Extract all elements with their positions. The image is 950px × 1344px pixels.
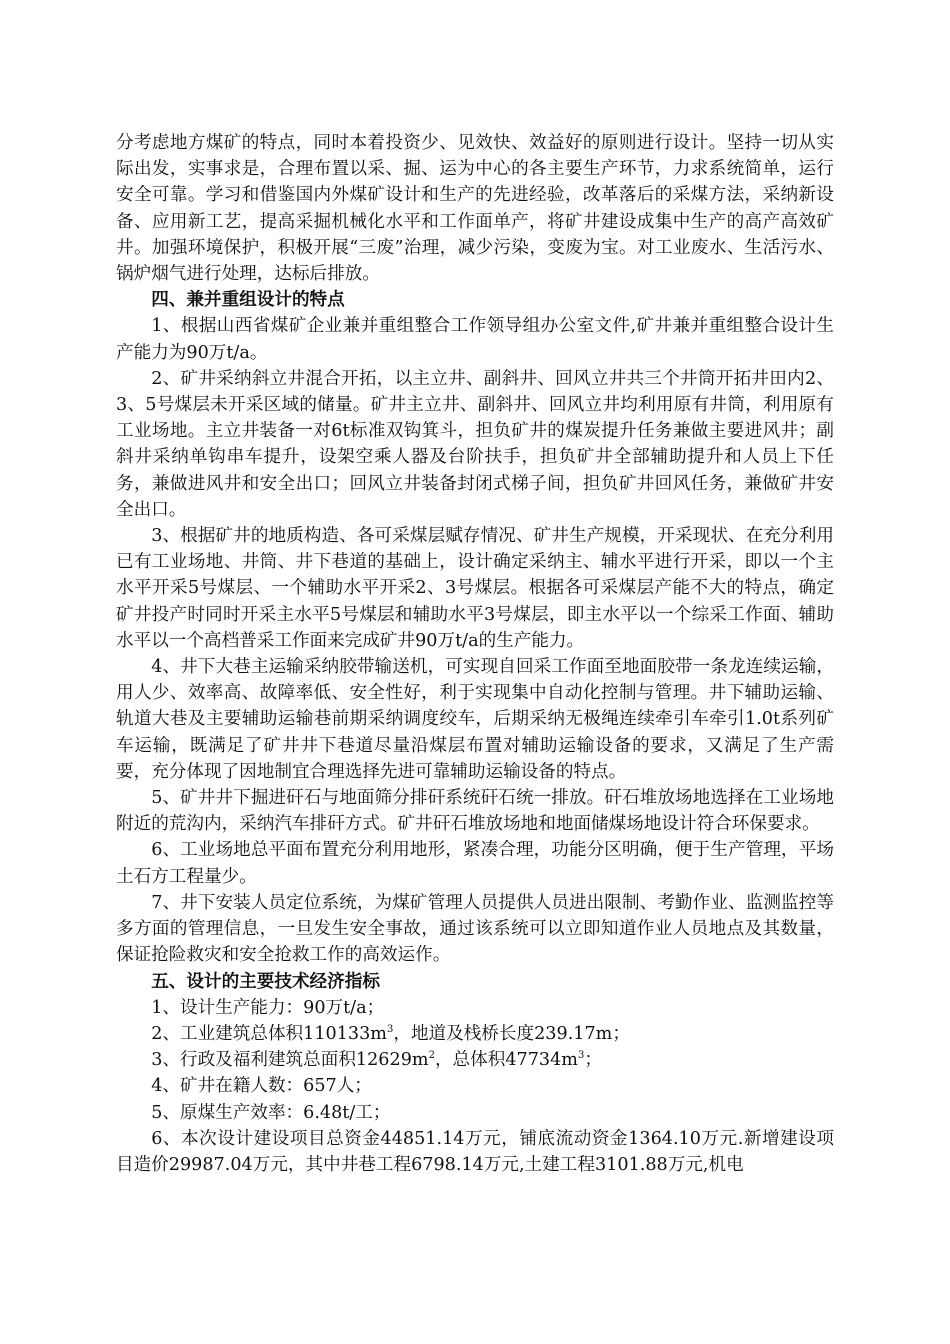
superscript-unit: 3	[577, 1050, 585, 1062]
indicator-production-capacity: 1、设计生产能力：90万t/a；	[151, 997, 385, 1018]
superscript-unit: 2	[428, 1050, 435, 1062]
section-heading-5: 五、设计的主要技术经济指标	[151, 970, 380, 992]
section-4-item-6: 6、工业场地总平面布置充分利用地形，紧凑合理，功能分区明确，便于生产管理，平场土石方工程量少。	[116, 840, 834, 887]
indicator-coal-efficiency: 5、原煤生产效率：6.48t/工；	[151, 1102, 391, 1123]
indicator-total-investment: 6、本次设计建设项目总资金44851.14万元，铺底流动资金1364.10万元.新增建设项目造价29987.04万元，其中井巷工程6798.14万元,土建工程3101.88万元,机电	[116, 1128, 834, 1175]
indicator-text: 2、工业建筑总体积110133m	[151, 1023, 387, 1044]
intro-paragraph: 分考虑地方煤矿的特点，同时本着投资少、见效快、效益好的原则进行设计。坚持一切从实际出发，实事求是，合理布置以采、掘、运为中心的各主要生产环节，力求系统简单，运行安全可靠。学习和借鉴国内外煤矿设计和生产的先进经验，改革落后的采煤方法，采纳新设备、应用新工艺，提高采掘机械化水平和工作面单产，将矿井建设成集中生产的高产高效矿井。加强环境保护，积极开展“三废”治理，减少污染，变废为宝。对工业废水、生活污水、锅炉烟气进行处理，达标后排放。	[116, 133, 834, 285]
document-page	[116, 130, 834, 1178]
section-4-item-2: 2、矿井采纳斜立井混合开拓，以主立井、副斜井、回风立井共三个井筒开拓井田内2、3、5号煤层未开采区域的储量。矿井主立井、副斜井、回风立井均利用原有井筒，利用原有工业场地。主立井装备一对6t标准双钩箕斗，担负矿井的煤炭提升任务兼做主要进风井；副斜井采纳单钩串车提升，设架空乘人器及台阶扶手，担负矿井全部辅助提升和人员上下任务，兼做进风井和安全出口；回风立井装备封闭式梯子间，担负矿井回风任务，兼做矿井安全出口。	[116, 368, 834, 520]
indicator-text: ，总体积47734m	[434, 1050, 578, 1071]
section-4-item-4: 4、井下大巷主运输采纳胶带输送机，可实现自回采工作面至地面胶带一条龙连续运输，用人少、效率高、故障率低、安全性好，利于实现集中自动化控制与管理。井下辅助运输、轨道大巷及主要辅助运输巷前期采纳调度绞车，后期采纳无极绳连续牵引车牵引1.0t系列矿车运输，既满足了矿井井下巷道尽量沿煤层布置对辅助运输设备的要求，又满足了生产需要，充分体现了因地制宜合理选择先进可靠辅助运输设备的特点。	[116, 657, 834, 782]
section-4-item-5: 5、矿井井下掘进矸石与地面筛分排矸系统矸石统一排放。矸石堆放场地选择在工业场地附近的荒沟内，采纳汽车排矸方式。矿井矸石堆放场地和地面储煤场地设计符合环保要求。	[116, 788, 834, 835]
indicator-text: 3、行政及福利建筑总面积12629m	[151, 1050, 429, 1071]
section-heading-4: 四、兼并重组设计的特点	[151, 289, 345, 311]
section-4-item-1: 1、根据山西省煤矿企业兼并重组整合工作领导组办公室文件,矿井兼并重组整合设计生产能力为90万t/a。	[116, 316, 834, 363]
indicator-text: ，地道及栈桥长度239.17m；	[393, 1023, 630, 1044]
indicator-text: ；	[584, 1050, 602, 1071]
section-4-item-7: 7、井下安装人员定位系统，为煤矿管理人员提供人员进出限制、考勤作业、监测监控等多方面的管理信息，一旦发生安全事故，通过该系统可以立即知道作业人员地点及其数量，保证抢险救灾和安全抢救工作的高效运作。	[116, 892, 834, 966]
section-4-item-3: 3、根据矿井的地质构造、各可采煤层赋存情况、矿井生产规模，开采现状、在充分利用已有工业场地、井筒、井下巷道的基础上，设计确定采纳主、辅水平进行开采，即以一个主水平开采5号煤层、一个辅助水平开采2、3号煤层。根据各可采煤层产能不大的特点，确定矿井投产时同时开采主水平5号煤层和辅助水平3号煤层，即主水平以一个综采工作面、辅助水平以一个高档普采工作面来完成矿井90万t/a的生产能力。	[116, 526, 834, 651]
indicator-admin-building-area	[116, 1047, 834, 1073]
indicator-industrial-building-volume	[116, 1021, 834, 1047]
indicator-staff-count: 4、矿井在籍人数：657人；	[151, 1076, 372, 1097]
superscript-unit: 3	[386, 1024, 394, 1036]
